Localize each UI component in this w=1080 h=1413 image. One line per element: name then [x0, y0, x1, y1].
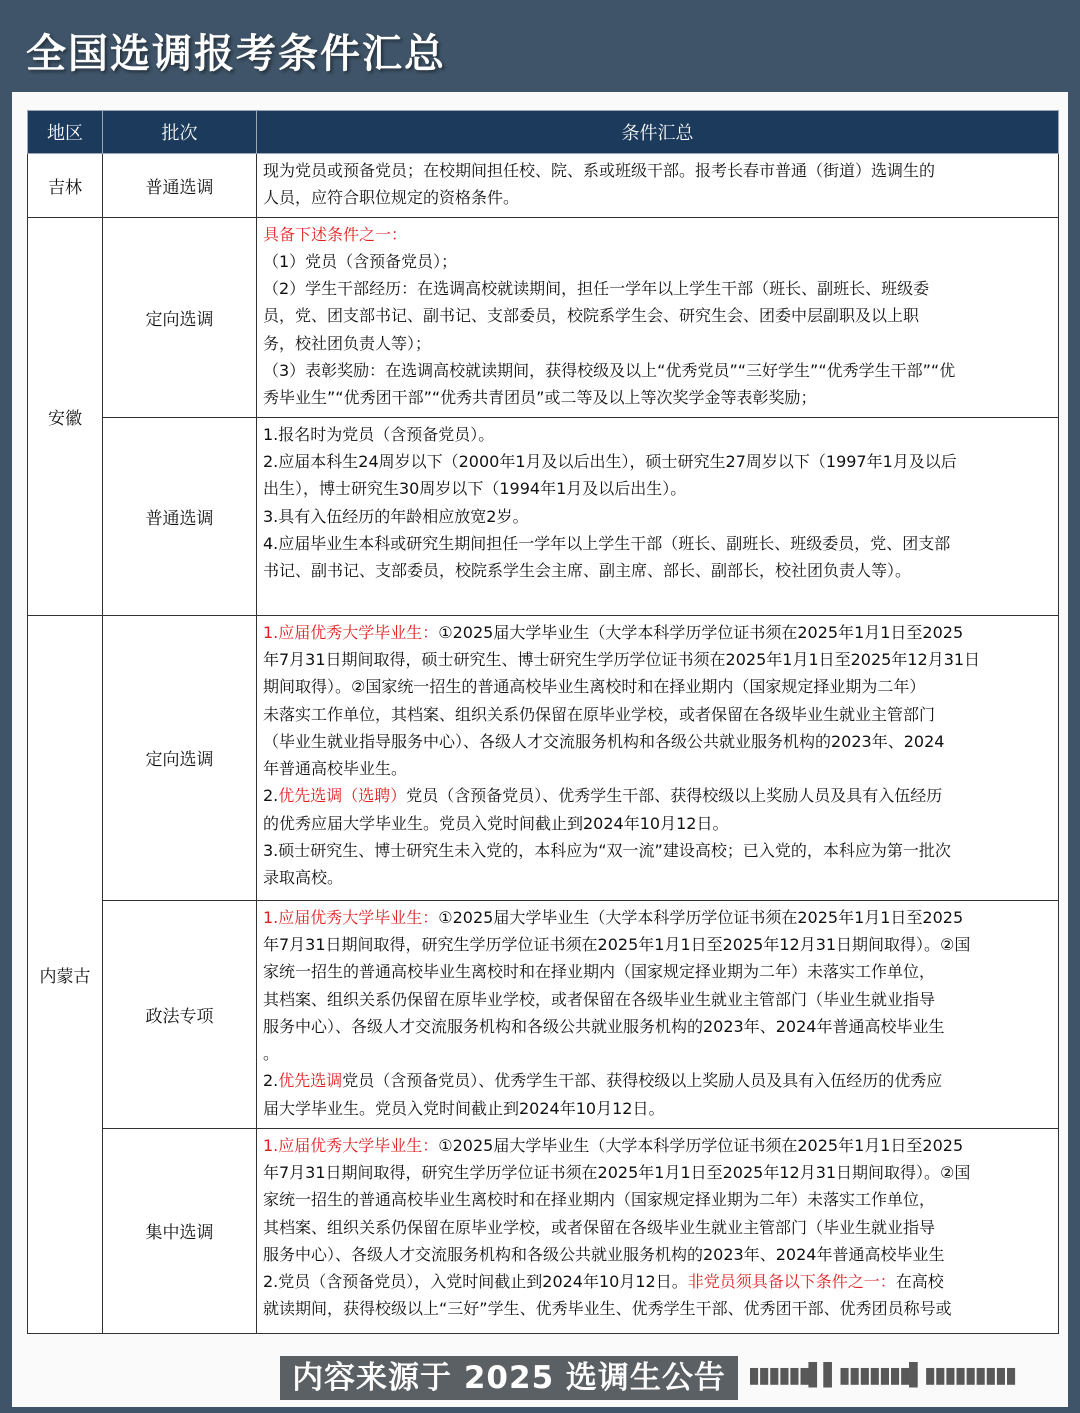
batch-cell: 政法专项: [103, 900, 257, 1128]
conditions-cell: [257, 217, 1059, 417]
highlighted-phrase: 1.应届优秀大学毕业生：: [263, 622, 439, 642]
condition-line: 年普通高校毕业生。: [263, 759, 408, 779]
condition-line: 就读期间，获得校级以上“三好”学生、优秀毕业生、优秀学生干部、优秀团干部、优秀团员称号或: [263, 1299, 952, 1319]
region-cell: 内蒙古: [28, 615, 103, 1333]
condition-line: 的优秀应届大学毕业生。党员入党时间截止到2024年10月12日。: [263, 813, 729, 833]
condition-line: 届大学毕业生。党员入党时间截止到2024年10月12日。: [263, 1098, 665, 1118]
condition-line: 1.应届优秀大学毕业生：①2025届大学毕业生（大学本科学历学位证书须在2025年1月1日至2025: [263, 1135, 964, 1155]
highlighted-phrase: 1.应届优秀大学毕业生：: [263, 1135, 439, 1155]
condition-line: 期间取得）。②国家统一招生的普通高校毕业生离校时和在择业期内（国家规定择业期为二年）: [263, 677, 926, 697]
condition-line: 年7月31日期间取得，研究生学历学位证书须在2025年1月1日至2025年12月31日期间取得）。②国: [263, 934, 971, 954]
conditions-cell: [257, 1128, 1059, 1333]
header-batch: 批次: [103, 111, 257, 154]
batch-cell: 定向选调: [103, 615, 257, 900]
batch-cell: 普通选调: [103, 417, 257, 615]
batch-cell: 集中选调: [103, 1128, 257, 1333]
condition-line: 2.优先选调党员（含预备党员）、优秀学生干部、获得校级以上奖励人员及具有入伍经历的优秀应: [263, 1071, 943, 1091]
condition-line: 年7月31日期间取得，研究生学历学位证书须在2025年1月1日至2025年12月31日期间取得）。②国: [263, 1162, 971, 1182]
condition-line: 人员，应符合职位规定的资格条件。: [263, 188, 520, 208]
condition-line: 3.硕士研究生、博士研究生未入党的，本科应为“双一流”建设高校；已入党的，本科应为第一批次: [263, 841, 951, 861]
condition-line: 务，校社团负责人等）；: [263, 333, 432, 353]
table-header-row: [28, 111, 1059, 154]
conditions-cell: [257, 417, 1059, 615]
batch-cell: 定向选调: [103, 217, 257, 417]
table-row: [28, 417, 1059, 615]
header-conditions: 条件汇总: [257, 111, 1059, 154]
region-cell: 吉林: [28, 154, 103, 218]
condition-line: 1.报名时为党员（含预备党员）。: [263, 424, 495, 444]
highlighted-phrase: 具备下述条件之一：: [263, 224, 408, 244]
conditions-cell: [257, 615, 1059, 900]
condition-line: 家统一招生的普通高校毕业生离校时和在择业期内（国家规定择业期为二年）未落实工作单位，: [263, 962, 936, 982]
watermark: ▮▮▮▮▮▮▌▌▮▮▮▮▮▮▮▌▮▮▮▮▮▮▮▮▮: [748, 1363, 1016, 1388]
condition-line: 1.应届优秀大学毕业生：①2025届大学毕业生（大学本科学历学位证书须在2025年1月1日至2025: [263, 907, 964, 927]
condition-line: 。: [263, 1044, 280, 1064]
highlighted-phrase: 优先选调: [278, 1071, 343, 1091]
batch-cell: 普通选调: [103, 154, 257, 218]
table-row: [28, 154, 1059, 218]
condition-line: 3.具有入伍经历的年龄相应放宽2岁。: [263, 506, 529, 526]
conditions-cell: [257, 154, 1059, 218]
condition-line: 秀毕业生”“优秀团干部”“优秀共青团员”或二等及以上等次奖学金等表彰奖励；: [263, 388, 817, 408]
condition-line: 家统一招生的普通高校毕业生离校时和在择业期内（国家规定择业期为二年）未落实工作单位，: [263, 1190, 936, 1210]
highlighted-phrase: 非党员须具备以下条件之一：: [687, 1272, 896, 1292]
condition-line: 未落实工作单位，其档案、组织关系仍保留在原毕业学校，或者保留在各级毕业生就业主管部门: [263, 704, 936, 724]
conditions-cell: [257, 900, 1059, 1128]
condition-line: 1.应届优秀大学毕业生：①2025届大学毕业生（大学本科学历学位证书须在2025年1月1日至2025: [263, 622, 964, 642]
condition-line: （3）表彰奖励：在选调高校就读期间，获得校级及以上“优秀党员”“三好学生”“优秀学生干部”“优: [263, 361, 956, 381]
table-row: [28, 900, 1059, 1128]
table-row: [28, 1128, 1059, 1333]
condition-line: 服务中心）、各级人才交流服务机构和各级公共就业服务机构的2023年、2024年普通高校毕业生: [263, 1016, 945, 1036]
highlighted-phrase: 1.应届优秀大学毕业生：: [263, 907, 439, 927]
condition-line: （1）党员（含预备党员）；: [263, 251, 458, 271]
condition-line: 服务中心）、各级人才交流服务机构和各级公共就业服务机构的2023年、2024年普通高校毕业生: [263, 1244, 945, 1264]
condition-line: 年7月31日期间取得，硕士研究生、博士研究生学历学位证书须在2025年1月1日至2025年12月31日: [263, 649, 981, 669]
table-row: [28, 217, 1059, 417]
highlighted-phrase: 优先选调（选聘）: [278, 786, 407, 806]
condition-line: 出生），博士研究生30周岁以下（1994年1月及以后出生）。: [263, 479, 687, 499]
condition-line: 其档案、组织关系仍保留在原毕业学校，或者保留在各级毕业生就业主管部门（毕业生就业指导: [263, 1217, 936, 1237]
condition-line: 录取高校。: [263, 868, 344, 888]
region-cell: 安徽: [28, 217, 103, 615]
condition-line: 2.优先选调（选聘）党员（含预备党员）、优秀学生干部、获得校级以上奖励人员及具有入伍经历: [263, 786, 943, 806]
header-region: 地区: [28, 111, 103, 154]
condition-line: （2）学生干部经历：在选调高校就读期间，担任一学年以上学生干部（班长、副班长、班级委: [263, 279, 930, 299]
condition-line: 员，党、团支部书记、副书记、支部委员，校院系学生会、研究生会、团委中层副职及以上职: [263, 306, 920, 326]
condition-line: （毕业生就业指导服务中心）、各级人才交流服务机构和各级公共就业服务机构的2023年、2024: [263, 731, 945, 751]
condition-line: 2.应届本科生24周岁以下（2000年1月及以后出生），硕士研究生27周岁以下（1997年1月及以后: [263, 451, 957, 471]
table-row: [28, 615, 1059, 900]
condition-line: 书记、副书记、支部委员，校院系学生会主席、副主席、部长、副部长，校社团负责人等）。: [263, 561, 912, 581]
condition-line: 2.党员（含预备党员），入党时间截止到2024年10月12日。非党员须具备以下条件之一：在高校: [263, 1272, 944, 1292]
condition-line: 现为党员或预备党员；在校期间担任校、院、系或班级干部。报考长春市普通（街道）选调生的: [263, 161, 936, 180]
conditions-table: [27, 110, 1059, 1334]
source-caption: 内容来源于 2025 选调生公告: [280, 1356, 738, 1400]
condition-line: 4.应届毕业生本科或研究生期间担任一学年以上学生干部（班长、副班长、班级委员，党、团支部: [263, 533, 951, 553]
page-title: 全国选调报考条件汇总: [26, 31, 446, 77]
condition-line: 其档案、组织关系仍保留在原毕业学校，或者保留在各级毕业生就业主管部门（毕业生就业指导: [263, 989, 936, 1009]
condition-line: [263, 221, 1052, 248]
